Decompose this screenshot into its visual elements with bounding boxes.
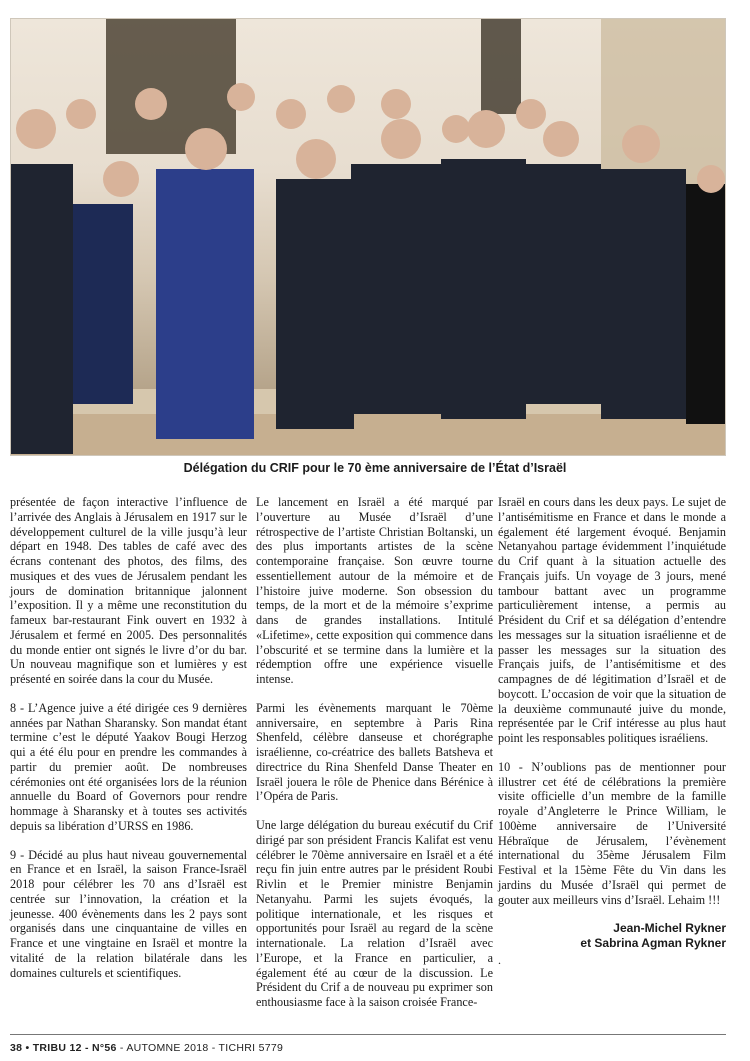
magazine-issue: TRIBU 12 - N°56 [32, 1042, 117, 1054]
author-signature [498, 921, 726, 951]
group-photo [10, 18, 726, 456]
article-column-1 [10, 495, 247, 994]
paragraph: Parmi les évènements marquant le 70ème anniversaire, en septembre à Paris Rina Shenfeld, célèbre danseuse et chorégraphe israélienne, co-créatrice des ballets Batsheva et directrice du Rina Shenfeld Danse Theater en Israël jouera le rôle de Phenice dans Bérénice à l’Opéra de Paris. [256, 700, 493, 804]
paragraph: 9 - Décidé au plus haut niveau gouvernemental en France et en Israël, la saison France-Israël 2018 pour célébrer les 70 ans d’Israël est centrée sur l’innovation, la création et la jeunesse. 400 évènements dans les 2 pays sont organisés dans une cinquantaine de villes en France et une vingtaine en Israël et montre la vitalité de la relation bilatérale dans les domaines culturels et scientifiques. [10, 847, 247, 980]
author-name: et Sabrina Agman Rykner [580, 936, 726, 951]
group-photo-icon [11, 19, 725, 455]
article-column-2 [256, 495, 493, 1024]
footer-separator: • [25, 1042, 30, 1054]
paragraph: présentée de façon interactive l’influence de l’arrivée des Anglais à Jérusalem en 1917 sur le développement culturel de la ville jusqu’à leur départ en 1948. Des tables de café avec des écrans contenant des photos, des films, des musiques et des vues de Jérusalem pendant les jours de domination britannique jalonnent l’exposition. Il y a même une reconstitution du fameux bar-restaurant Fink ouvert en 1932 à Jérusalem et fermé en 2005. Des personnalités du monde entier ont signés le livre d’or du bar. Un nouveau magnifique son et lumières y est présenté en soirée dans la cour du Musée. [10, 495, 247, 686]
page-footer [10, 1042, 283, 1054]
end-mark: . [498, 953, 501, 968]
paragraph: 10 - N’oublions pas de mentionner pour illustrer cet été de célébrations la première visite officielle d’un membre de la famille royale d’Angleterre le Prince William, le 100ème anniversaire de l’Université Hébraïque de Jérusalem, l’évènement international du 35ème Jérusalem Film Festival et la 15ème Fête du Vin dans les jardins du Musée d’Israël qui permet de gouter aux meilleurs vins d’Israël. Lehaim !!! [498, 759, 726, 907]
paragraph: Le lancement en Israël a été marqué par l’ouverture au Musée d’Israël d’une rétrospective de l’artiste Christian Boltanski, un des plus importants artistes de la scène contemporaine française. Son œuvre tourne essentiellement autour de la mémoire et de l’histoire juive moderne. Son obsession du temps, de la mort et de la mémoire s’exprime dans de grandes installations. Intitulé «Lifetime», cette exposition qui commence dans l’obscurité et se termine dans la lumière et la rédemption offre une expérience visuelle intense. [256, 495, 493, 686]
paragraph: Une large délégation du bureau exécutif du Crif dirigé par son président Francis Kalifat est venu célébrer le 70ème anniversaire en Israël et a été reçu fin juin entre autres par le président Roubi Rivlin et le Premier ministre Benjamin Netanyahu. Parmi les sujets évoqués, la politique internationale, et les risques et opportunités pour Israël au regard de la scène internationale. La relation d’Israël avec l’Europe, et la France en particulier, a également été au cœur de la discussion. Le Président du Crif a de nouveau pu exprimer son enthousiasme face à la saison croisée France- [256, 818, 493, 1009]
author-name: Jean-Michel Rykner [613, 921, 726, 936]
paragraph: 8 - L’Agence juive a été dirigée ces 9 dernières années par Nathan Sharansky. Son mandat étant termine c’est le député Yaakov Bougi Herzog qui a été élu pour en prendre les commandes à partir du premier août. De nombreuses cérémonies ont été organisées lors de la réunion annuelle du Board of Governors pour rendre hommage à Sharansky et à toutes ses activités depuis sa libération d’URSS en 1986. [10, 700, 247, 833]
issue-date: - AUTOMNE 2018 - TICHRI 5779 [119, 1042, 284, 1054]
photo-caption: Délégation du CRIF pour le 70 ème anniversaire de l’État d’Israël [183, 461, 567, 475]
paragraph: Israël en cours dans les deux pays. Le sujet de l’antisémitisme en France et dans le monde a également été largement évoqué. Benjamin Netanyahou partage évidemment l’inquiétude du Crif quant à la situation actuelle des Français juifs. Un voyage de 3 jours, mené tambour battant avec un programme particulièrement intense, a permis au Président du Crif et sa délégation d’entendre les messages sur la situation israélienne et de passer les messages sur la situation des Français juifs, de l’antisémitisme et des campagnes de dé légitimation d’Israël et de boycott. L’occasion de voir que la situation de la deuxième communauté juive du monde, représentée par le Crif intéresse au plus haut point les responsables politiques israéliens. [498, 495, 726, 745]
footer-divider [10, 1034, 726, 1035]
page-number: 38 [10, 1042, 23, 1054]
article-column-3 [498, 495, 726, 968]
